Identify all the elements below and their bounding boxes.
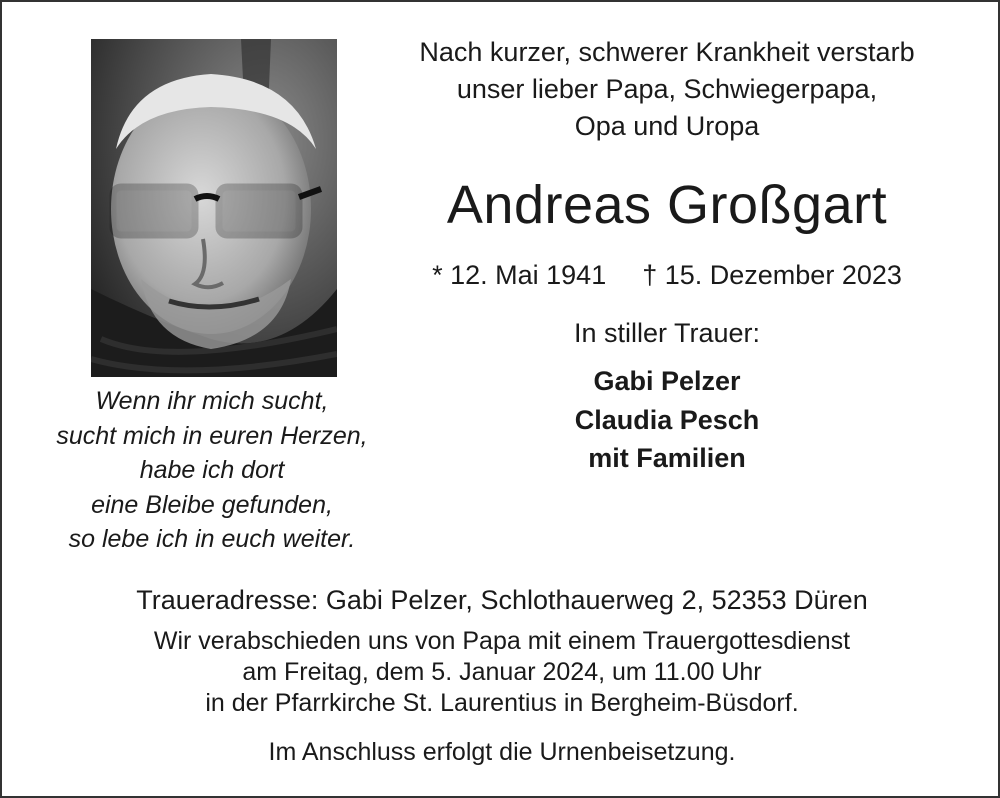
intro-line: unser lieber Papa, Schwiegerpapa, — [456, 74, 878, 104]
quote-line: Wenn ihr mich sucht, — [95, 387, 329, 415]
service-line: Wir verabschieden uns von Papa mit einem Trauergottesdienst — [153, 627, 851, 655]
service-line: am Freitag, dem 5. Januar 2024, um 11.00 Uhr — [242, 658, 762, 686]
intro-line: Opa und Uropa — [574, 111, 760, 141]
life-dates — [372, 257, 962, 293]
mourning-address: Traueradresse: Gabi Pelzer, Schlothauerweg 2, 52353 Düren — [136, 585, 868, 615]
announcement-intro — [372, 34, 962, 145]
intro-line: Nach kurzer, schwerer Krankheit verstarb — [419, 37, 915, 67]
birth-date: * 12. Mai 1941 — [432, 260, 607, 290]
memorial-quote — [22, 384, 402, 557]
quote-line: eine Bleibe gefunden, — [91, 490, 333, 519]
quote-line: so lebe ich in euch weiter. — [68, 525, 356, 553]
mourner-name: Claudia Pesch — [574, 404, 760, 435]
quote-line: sucht mich in euren Herzen, — [56, 421, 368, 450]
mourning-label: In stiller Trauer: — [573, 318, 761, 348]
portrait-image — [91, 39, 337, 377]
mourners-list — [372, 362, 962, 478]
mourner-name: mit Familien — [588, 443, 746, 473]
funeral-service-info — [2, 626, 1000, 719]
service-line: in der Pfarrkirche St. Laurentius in Bergheim-Büsdorf. — [205, 689, 799, 717]
death-date: † 15. Dezember 2023 — [642, 260, 902, 290]
quote-line: habe ich dort — [139, 456, 285, 484]
urn-burial-note: Im Anschluss erfolgt die Urnenbeisetzung. — [268, 738, 736, 766]
mourner-name: Gabi Pelzer — [593, 366, 741, 396]
portrait-photo — [91, 39, 337, 377]
deceased-name: Andreas Großgart — [446, 175, 888, 235]
